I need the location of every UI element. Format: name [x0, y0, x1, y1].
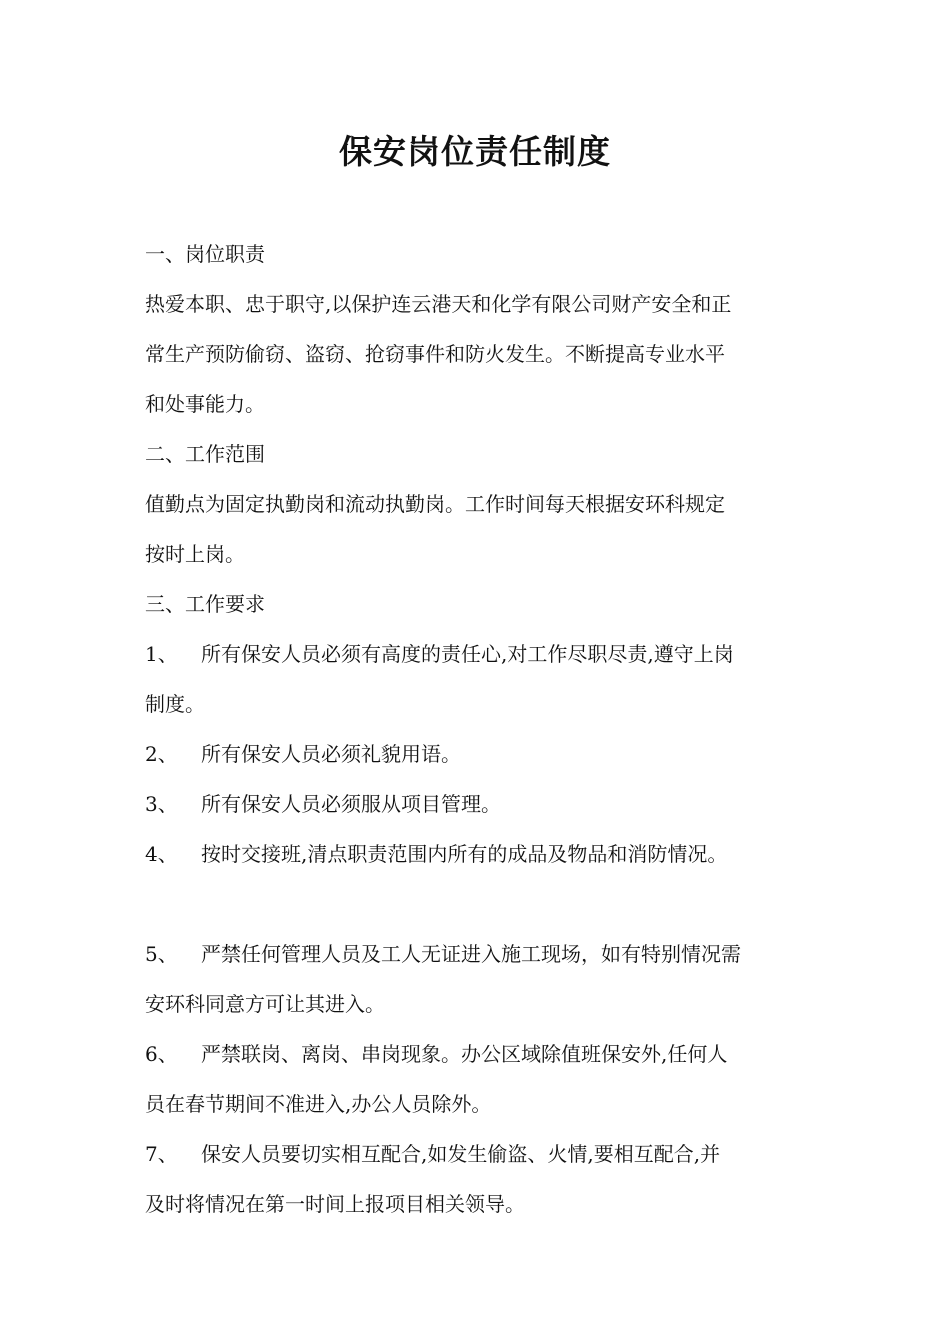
section-heading-requirements: 三、工作要求 — [145, 592, 265, 616]
section-heading-scope: 二、工作范围 — [145, 442, 265, 466]
list-item-text: 严禁任何管理人员及工人无证进入施工现场，如有特别情况需 — [201, 942, 741, 966]
list-item-text: 严禁联岗、离岗、串岗现象。办公区域除值班保安外,任何人 — [201, 1042, 728, 1066]
list-item — [145, 779, 810, 829]
list-item-continuation: 及时将情况在第一时间上报项目相关领导。 — [145, 1192, 525, 1216]
list-item-text: 所有保安人员必须服从项目管理。 — [201, 792, 501, 816]
list-item — [145, 629, 810, 679]
list-item-continuation: 制度。 — [145, 692, 205, 716]
document-body — [145, 229, 810, 1229]
list-item — [145, 929, 810, 979]
paragraph-line: 值勤点为固定执勤岗和流动执勤岗。工作时间每天根据安环科规定 — [145, 492, 725, 516]
list-item-number: 5、 — [145, 942, 178, 966]
paragraph-line: 按时上岗。 — [145, 542, 245, 566]
list-item — [145, 1129, 810, 1179]
list-item-continuation: 安环科同意方可让其进入。 — [145, 992, 385, 1016]
list-item-number: 3、 — [145, 792, 178, 816]
list-item-number: 1、 — [145, 642, 178, 666]
list-item-number: 6、 — [145, 1042, 178, 1066]
section-heading-duties: 一、岗位职责 — [145, 242, 265, 266]
list-item — [145, 1029, 810, 1079]
list-item-text: 保安人员要切实相互配合,如发生偷盗、火情,要相互配合,并 — [201, 1142, 721, 1166]
list-item — [145, 829, 810, 879]
paragraph-line: 和处事能力。 — [145, 392, 265, 416]
list-item-number: 2、 — [145, 742, 178, 766]
list-item-text: 所有保安人员必须有高度的责任心,对工作尽职尽责,遵守上岗 — [201, 642, 734, 666]
paragraph-line: 常生产预防偷窃、盗窃、抢窃事件和防火发生。不断提高专业水平 — [145, 342, 725, 366]
list-item-number: 7、 — [145, 1142, 178, 1166]
list-item-text: 按时交接班,清点职责范围内所有的成品及物品和消防情况。 — [201, 842, 728, 866]
list-item-continuation: 员在春节期间不准进入,办公人员除外。 — [145, 1092, 492, 1116]
blank-line — [145, 879, 810, 929]
paragraph-line: 热爱本职、忠于职守,以保护连云港天和化学有限公司财产安全和正 — [145, 292, 732, 316]
list-item — [145, 729, 810, 779]
document-title: 保安岗位责任制度 — [339, 132, 611, 171]
list-item-number: 4、 — [145, 842, 178, 866]
list-item-text: 所有保安人员必须礼貌用语。 — [201, 742, 461, 766]
